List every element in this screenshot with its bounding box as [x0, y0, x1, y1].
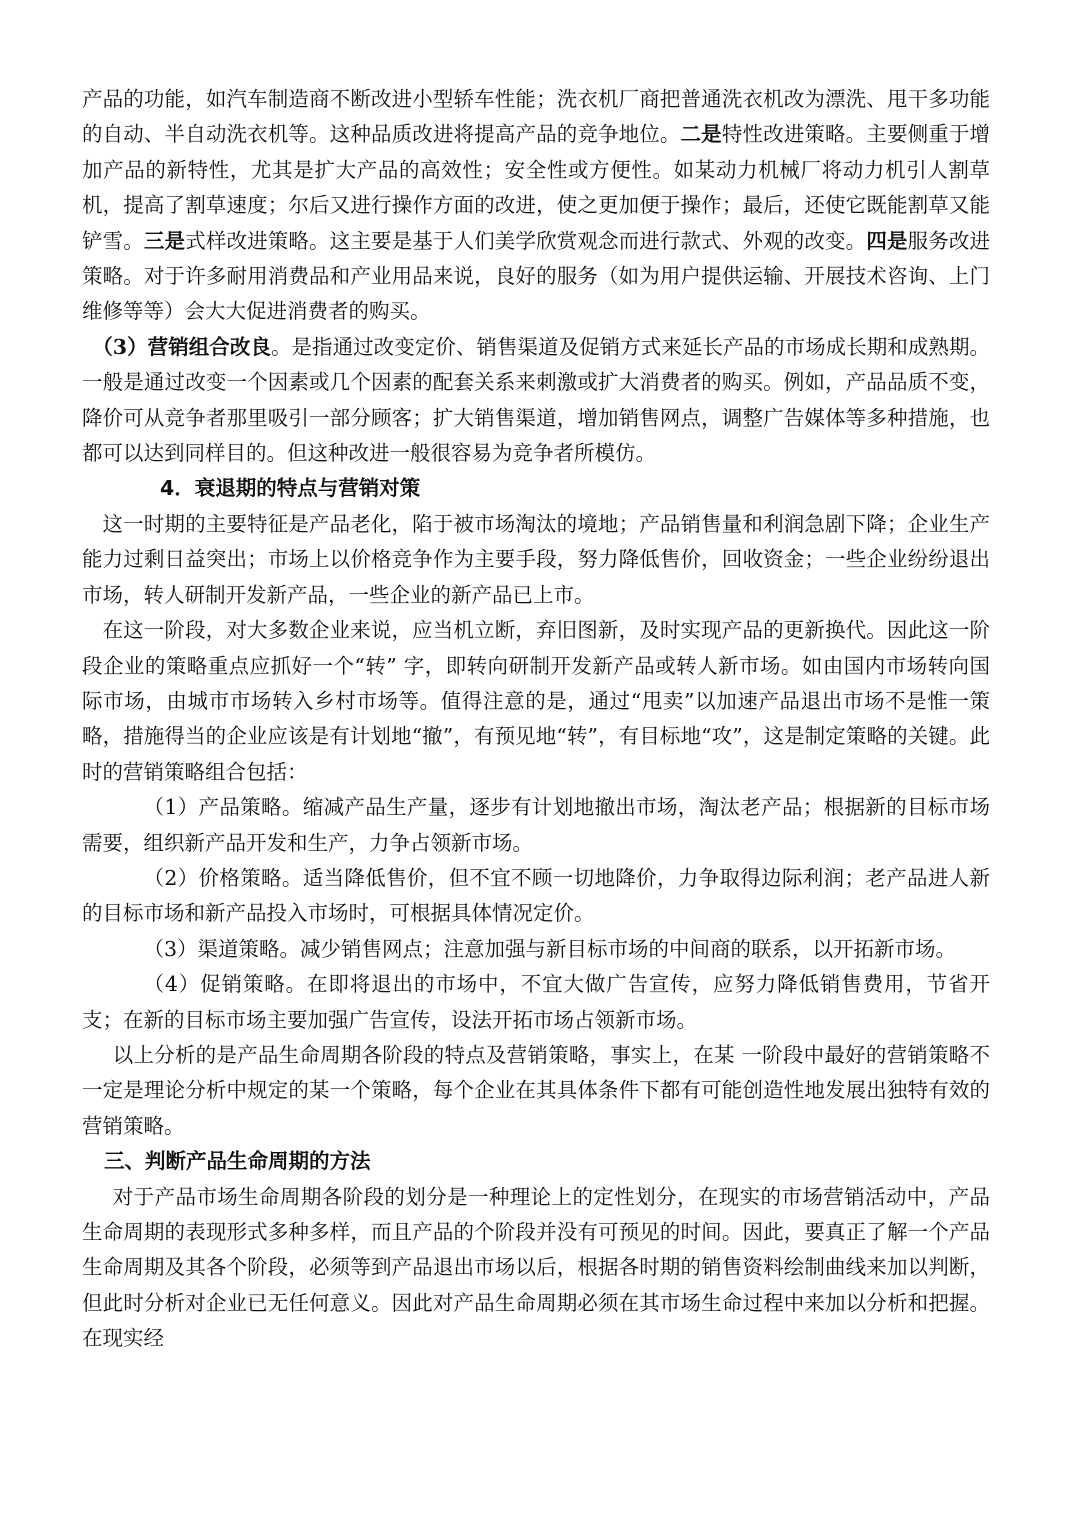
- paragraph-channel-strategy: （3）渠道策略。减少销售网点；注意加强与新目标市场的中间商的联系，以开拓新市场。: [143, 936, 957, 961]
- emphasis-second: 二是: [680, 122, 722, 147]
- emphasis-third: 三是: [143, 228, 186, 253]
- paragraph-decline-strategy: 在这一阶段，对大多数企业来说，应当机立断，弃旧图新，及时实现产品的更新换代。因此这一阶段企业的策略重点应抓好一个“转” 字，即转向研制开发新产品或转人新市场。如由国内市场转向国际市场，由城市市场转入乡村市场等。值得注意的是，通过“甩卖”以加速产品退出市场不是惟一策略，措施得当的企业应该是有计划地“撤”，有预见地“转”，有目标地“攻”，这是制定策略的关键。此时的营销策略组合包括：: [82, 618, 990, 784]
- paragraph-product-strategy: （1）产品策略。缩减产品生产量，逐步有计划地撤出市场，淘汰老产品；根据新的目标市场需要，组织新产品开发和生产，力争占领新市场。: [82, 795, 990, 855]
- paragraph-summary: 以上分析的是产品生命周期各阶段的特点及营销策略，事实上，在某 一阶段中最好的营销策略不一定是理论分析中规定的某一个策略，每个企业在其具体条件下都有可能创造性地发展出独特有效的营销策略。: [82, 1042, 990, 1138]
- paragraph-decline-features: 这一时期的主要特征是产品老化，陷于被市场淘汰的境地；产品销售量和利润急剧下降；企业生产能力过剩日益突出；市场上以价格竞争作为主要手段，努力降低售价，回收资金；一些企业纷纷退出市场，转人研制开发新产品，一些企业的新产品已上市。: [82, 511, 990, 607]
- heading-judging-method: 三、判断产品生命周期的方法: [104, 1149, 371, 1174]
- text-segment: 产品的功能，如汽车制造商不断改进小型轿车性能；洗衣机厂商把普通洗衣机改为漂洗、甩干多功能的自动、半自动洗衣机等。这种品质改进将提高产品的竞争地位。: [82, 87, 990, 147]
- text-segment: 式样改进策略。这主要是基于人们美学欣赏观念而进行款式、外观的改变。: [185, 228, 867, 253]
- paragraph-price-strategy: （2）价格策略。适当降低售价，但不宜不顾一切地降价，力争取得边际利润；老产品进人新的目标市场和新产品投入市场时，可根据具体情况定价。: [82, 865, 990, 926]
- paragraph-promotion-strategy: （4）促销策略。在即将退出的市场中，不宜大做广告宣传，应努力降低销售费用，节省开支；在新的目标市场主要加强广告宣传，设法开拓市场占领新市场。: [82, 972, 990, 1032]
- heading-decline-stage: 4．衰退期的特点与营销对策: [160, 476, 421, 501]
- paragraph-improvement-strategies: [82, 82, 990, 330]
- text-segment: 特性改进策略。主要侧重于增加产品的新特性，尤其是扩大产品的高效性；安全性或方便性。如某动力机械厂将动力机引人割草机，提高了割草速度；尔后又进行操作方面的改进，使之更加便于操作；最后，还使它既能割草又能铲雪。: [82, 122, 991, 253]
- emphasis-fourth: 四是: [866, 228, 908, 253]
- document-page: [82, 82, 990, 1357]
- text-segment: 。是指通过改变定价、销售渠道及促销方式来延长产品的市场成长期和成熟期。一般是通过改变一个因素或几个因素的配套关系来刺激或扩大消费者的购买。例如，产品品质不变，降价可从竞争者那里吸引一部分顾客；扩大销售渠道，增加销售网点，调整广告媒体等多种措施，也都可以达到同样目的。但这种改进一般很容易为竞争者所模仿。: [82, 334, 991, 466]
- paragraph-marketing-mix: [82, 330, 990, 472]
- paragraph-judging-method: 对于产品市场生命周期各阶段的划分是一种理论上的定性划分，在现实的市场营销活动中，产品生命周期的表现形式多种多样，而且产品的个阶段并没有可预见的时间。因此，要真正了解一个产品生命周期及其各个阶段，必须等到产品退出市场以后，根据各时期的销售资料绘制曲线来加以判断，但此时分析对企业已无任何意义。因此对产品生命周期必须在其市场生命过程中来加以分析和把握。在现实经: [82, 1184, 990, 1351]
- marketing-mix-label: （3）营销组合改良: [92, 334, 271, 359]
- text-segment: 服务改进策略。对于许多耐用消费品和产业用品来说，良好的服务（如为用户提供运输、开展技术咨询、上门维修等等）会大大促进消费者的购买。: [82, 228, 991, 324]
